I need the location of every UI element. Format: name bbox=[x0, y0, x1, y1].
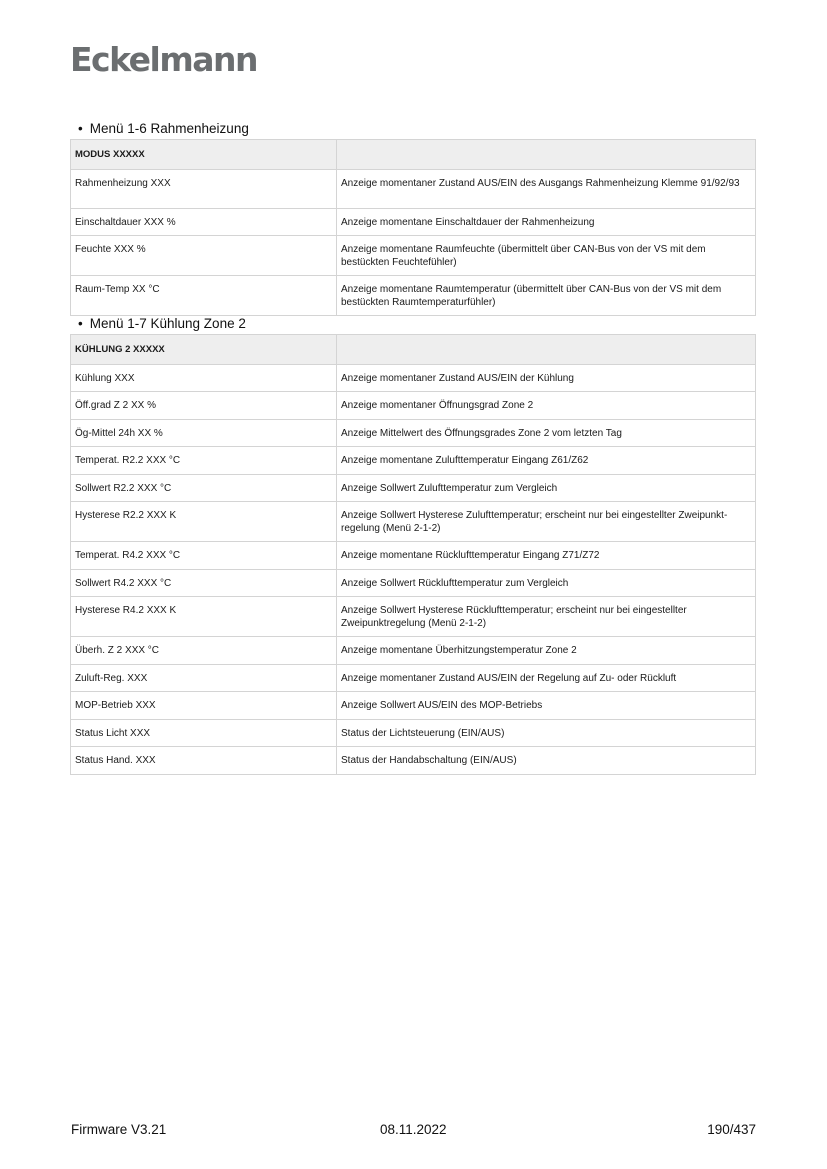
table-row bbox=[71, 502, 756, 542]
footer-date: 08.11.2022 bbox=[380, 1122, 447, 1137]
desc-cell: Anzeige momentane Rücklufttemperatur Eingang Z71/Z72 bbox=[337, 542, 756, 570]
footer-firmware: Firmware V3.21 bbox=[71, 1122, 167, 1137]
desc-cell: Anzeige momentaner Zustand AUS/EIN des Ausgangs Rahmenheizung Klemme 91/92/93 bbox=[337, 169, 756, 208]
bullet-icon: • bbox=[78, 316, 83, 331]
table-header-row bbox=[71, 335, 756, 365]
param-cell: Einschaltdauer XXX % bbox=[71, 208, 337, 236]
desc-cell: Anzeige Sollwert Hysterese Rücklufttemperatur; erscheint nur bei eingestellter Zweipunktregelung (Menü 2-1-2) bbox=[337, 597, 756, 637]
desc-cell: Anzeige momentane Überhitzungstemperatur Zone 2 bbox=[337, 637, 756, 665]
desc-cell: Anzeige momentane Zulufttemperatur Eingang Z61/Z62 bbox=[337, 447, 756, 475]
param-cell: Raum-Temp XX °C bbox=[71, 276, 337, 316]
section-heading-rahmenheizung bbox=[78, 121, 249, 136]
desc-cell: Anzeige Sollwert AUS/EIN des MOP-Betriebs bbox=[337, 692, 756, 720]
table-header-cell: MODUS XXXXX bbox=[71, 140, 337, 170]
table-row bbox=[71, 637, 756, 665]
param-cell: Überh. Z 2 XXX °C bbox=[71, 637, 337, 665]
param-cell: Hysterese R4.2 XXX K bbox=[71, 597, 337, 637]
table-row bbox=[71, 447, 756, 475]
footer-page-number: 190/437 bbox=[707, 1122, 756, 1137]
company-logo: Eckelmann bbox=[70, 40, 257, 79]
table-header-cell: KÜHLUNG 2 XXXXX bbox=[71, 335, 337, 365]
table-row bbox=[71, 276, 756, 316]
table-row bbox=[71, 719, 756, 747]
param-cell: Status Licht XXX bbox=[71, 719, 337, 747]
param-cell: Temperat. R4.2 XXX °C bbox=[71, 542, 337, 570]
param-cell: Hysterese R2.2 XXX K bbox=[71, 502, 337, 542]
desc-cell: Anzeige momentane Einschaltdauer der Rahmenheizung bbox=[337, 208, 756, 236]
desc-cell: Anzeige momentane Raumtemperatur (übermittelt über CAN-Bus von der VS mit dem bestückten Raumtemperaturfühler) bbox=[337, 276, 756, 316]
desc-cell: Anzeige Sollwert Rücklufttemperatur zum Vergleich bbox=[337, 569, 756, 597]
table-row bbox=[71, 364, 756, 392]
desc-cell: Status der Lichtsteuerung (EIN/AUS) bbox=[337, 719, 756, 747]
table-rahmenheizung bbox=[70, 139, 756, 316]
table-row bbox=[71, 542, 756, 570]
table-row bbox=[71, 169, 756, 208]
param-cell: Sollwert R4.2 XXX °C bbox=[71, 569, 337, 597]
bullet-icon: • bbox=[78, 121, 83, 136]
desc-cell: Anzeige momentane Raumfeuchte (übermittelt über CAN-Bus von der VS mit dem bestückten Feuchtefühler) bbox=[337, 236, 756, 276]
table-row bbox=[71, 664, 756, 692]
section-heading-text: Menü 1-6 Rahmenheizung bbox=[89, 121, 249, 136]
table-header-row bbox=[71, 140, 756, 170]
table-header-cell-empty bbox=[337, 140, 756, 170]
param-cell: Sollwert R2.2 XXX °C bbox=[71, 474, 337, 502]
param-cell: Öff.grad Z 2 XX % bbox=[71, 392, 337, 420]
desc-cell: Anzeige momentaner Zustand AUS/EIN der Kühlung bbox=[337, 364, 756, 392]
desc-cell: Anzeige Mittelwert des Öffnungsgrades Zone 2 vom letzten Tag bbox=[337, 419, 756, 447]
table-row bbox=[71, 597, 756, 637]
table-row bbox=[71, 747, 756, 775]
desc-cell: Status der Handabschaltung (EIN/AUS) bbox=[337, 747, 756, 775]
table-kuehlung-zone-2 bbox=[70, 334, 756, 775]
param-cell: Temperat. R2.2 XXX °C bbox=[71, 447, 337, 475]
table-row bbox=[71, 392, 756, 420]
section-heading-kuehlung bbox=[78, 316, 246, 331]
table-row bbox=[71, 692, 756, 720]
param-cell: Feuchte XXX % bbox=[71, 236, 337, 276]
table-row bbox=[71, 419, 756, 447]
section-heading-text: Menü 1-7 Kühlung Zone 2 bbox=[89, 316, 246, 331]
table-row bbox=[71, 236, 756, 276]
table-row bbox=[71, 474, 756, 502]
param-cell: Zuluft-Reg. XXX bbox=[71, 664, 337, 692]
desc-cell: Anzeige Sollwert Hysterese Zulufttemperatur; erscheint nur bei eingestellter Zweipunkt-regelung (Menü 2-1-2) bbox=[337, 502, 756, 542]
desc-cell: Anzeige momentaner Zustand AUS/EIN der Regelung auf Zu- oder Rückluft bbox=[337, 664, 756, 692]
table-row bbox=[71, 569, 756, 597]
desc-cell: Anzeige momentaner Öffnungsgrad Zone 2 bbox=[337, 392, 756, 420]
param-cell: Rahmenheizung XXX bbox=[71, 169, 337, 208]
desc-cell: Anzeige Sollwert Zulufttemperatur zum Vergleich bbox=[337, 474, 756, 502]
table-header-cell-empty bbox=[337, 335, 756, 365]
param-cell: Kühlung XXX bbox=[71, 364, 337, 392]
table-row bbox=[71, 208, 756, 236]
param-cell: MOP-Betrieb XXX bbox=[71, 692, 337, 720]
param-cell: Ög-Mittel 24h XX % bbox=[71, 419, 337, 447]
param-cell: Status Hand. XXX bbox=[71, 747, 337, 775]
